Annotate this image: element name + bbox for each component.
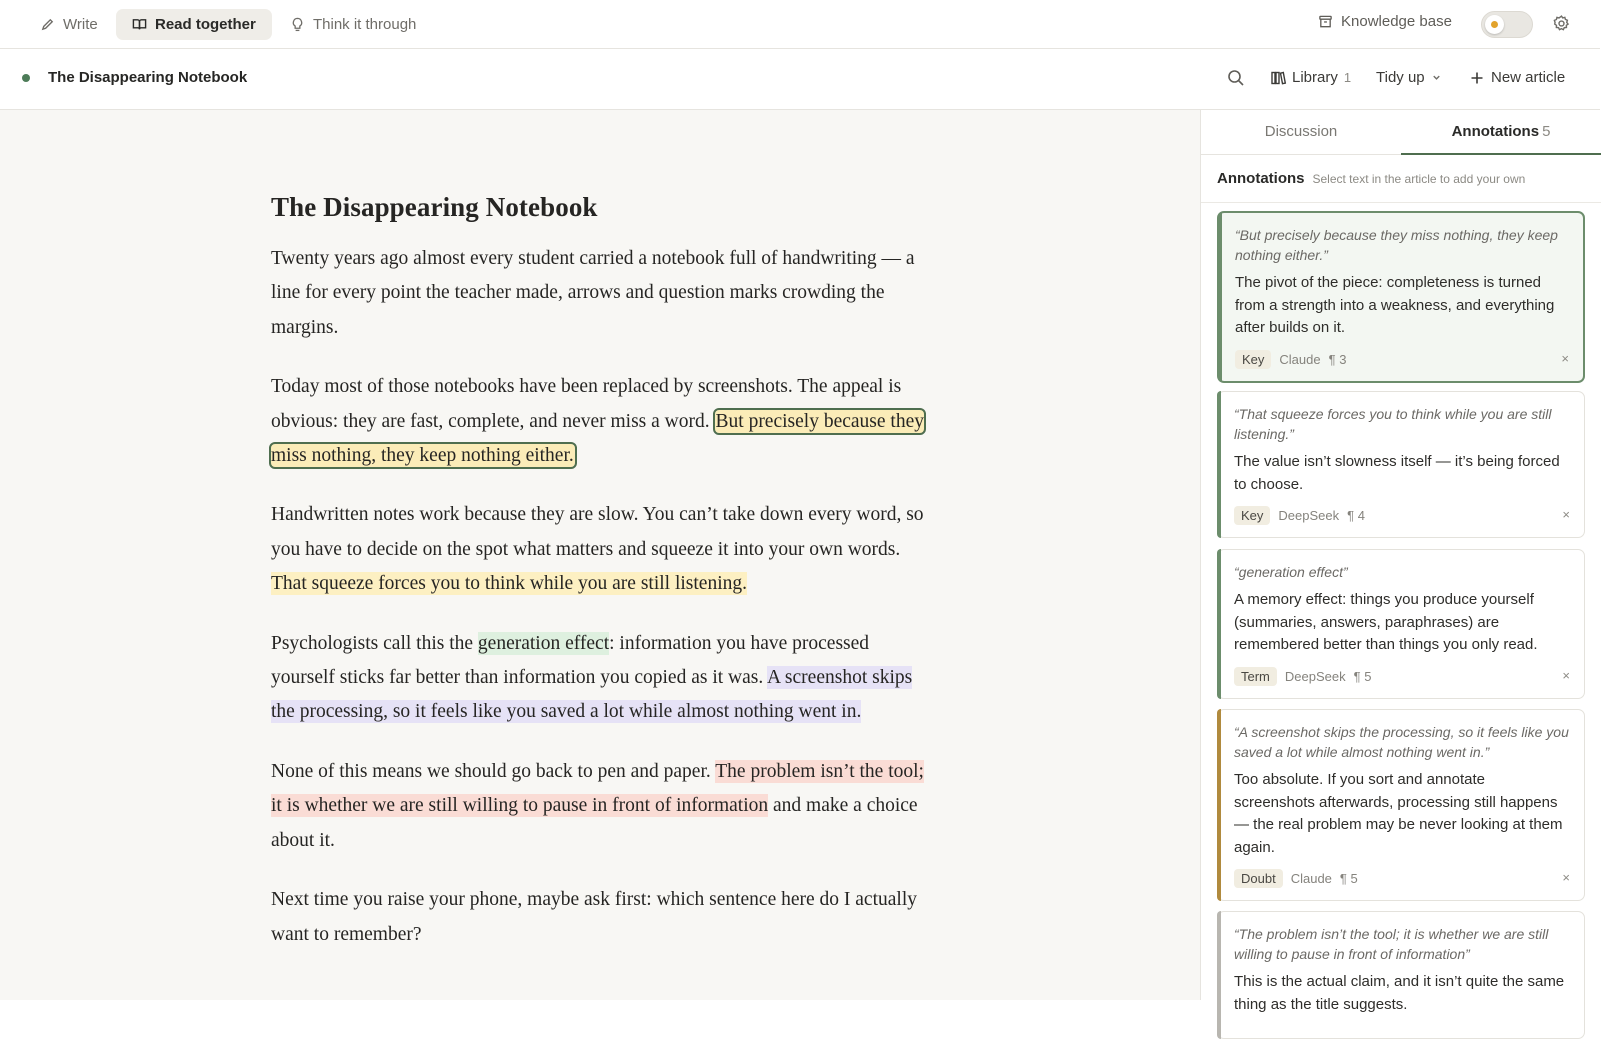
tab-annotations-label: Annotations	[1451, 123, 1540, 140]
annotation-author: DeepSeek	[1284, 668, 1346, 684]
library-label: Library	[1292, 69, 1338, 86]
article-title: The Disappearing Notebook	[271, 192, 598, 222]
close-icon[interactable]: ×	[1561, 350, 1569, 366]
annotations-heading: Annotations	[1217, 170, 1305, 187]
annotation-paragraph: ¶ 5	[1353, 668, 1372, 684]
paragraph-5	[271, 755, 931, 858]
sun-icon	[1485, 15, 1504, 34]
paragraph-4	[271, 627, 931, 730]
paragraph-3-text: Handwritten notes work because they are slow. You can’t take down every word, so you have to decide on the spot what matters and squeeze it into your own words.	[271, 504, 924, 560]
annotation-tag: Doubt	[1234, 869, 1283, 888]
tab-discussion-label: Discussion	[1264, 123, 1338, 140]
annotation-quote: “A screenshot skips the processing, so it feels like you saved a lot while almost nothing went in.”	[1234, 724, 1569, 760]
paragraph-2	[271, 370, 931, 473]
tab-read-together-label: Read together	[155, 16, 256, 33]
annotation-quote: “The problem isn’t the tool; it is whether we are still willing to pause in front of information”	[1234, 926, 1549, 962]
tidy-up-dropdown[interactable]	[1376, 69, 1442, 86]
paragraph-1-text: Twenty years ago almost every student carried a notebook full of handwriting — a line for every point the teacher made, arrows and question marks crowding the margins.	[271, 248, 915, 338]
top-bar	[0, 0, 1600, 49]
highlight-claim[interactable]: The problem isn’t the tool; it is whether we are still willing to pause in front of information	[271, 760, 924, 817]
annotations-header	[1217, 170, 1525, 187]
annotation-card[interactable]	[1217, 911, 1585, 1039]
search-icon[interactable]	[1226, 68, 1246, 88]
library-count: 1	[1343, 70, 1352, 85]
annotation-tag: Term	[1234, 667, 1277, 686]
annotation-meta	[1234, 667, 1570, 686]
close-icon[interactable]: ×	[1562, 507, 1570, 522]
annotation-quote: “generation effect”	[1234, 564, 1348, 580]
archive-icon	[1318, 14, 1333, 29]
annotation-author: Claude	[1290, 871, 1332, 886]
lightbulb-icon	[290, 17, 305, 32]
annotation-tag: Key	[1235, 350, 1271, 369]
highlight-term[interactable]: generation effect	[477, 632, 610, 654]
book-open-icon	[132, 17, 147, 32]
annotation-card[interactable]	[1217, 549, 1585, 699]
article-pane	[0, 110, 1200, 1000]
annotation-paragraph: ¶ 4	[1347, 508, 1365, 523]
tab-write[interactable]	[24, 9, 114, 40]
highlight-doubt[interactable]: A screenshot skips the processing, so it feels like you saved a lot while almost nothing went in.	[271, 667, 913, 723]
annotation-quote: “That squeeze forces you to think while you are still listening.”	[1234, 406, 1552, 442]
tab-think-it-through[interactable]	[274, 9, 432, 40]
tab-annotations[interactable]	[1401, 123, 1601, 140]
gear-icon[interactable]	[1552, 14, 1571, 33]
annotation-body: Too absolute. If you sort and annotate screenshots afterwards, processing still happens — the real problem may be never looking at them again.	[1234, 771, 1563, 856]
annotation-body: The pivot of the piece: completeness is turned from a strength into a weakness, and everything after builds on it.	[1235, 274, 1555, 336]
annotation-paragraph: ¶ 3	[1328, 351, 1347, 367]
close-icon[interactable]: ×	[1562, 667, 1570, 683]
paragraph-5-text: None of this means we should go back to pen and paper.	[271, 760, 716, 782]
tidy-up-label: Tidy up	[1376, 69, 1425, 86]
paragraph-3	[271, 498, 931, 601]
annotation-body: The value isn’t slowness itself — it’s being forced to choose.	[1234, 453, 1560, 493]
annotation-meta	[1234, 869, 1570, 888]
annotation-quote: “But precisely because they miss nothing, they keep nothing either.”	[1235, 227, 1558, 263]
annotation-author: Claude	[1279, 351, 1321, 367]
plus-icon	[1470, 71, 1484, 85]
knowledge-base-label: Knowledge base	[1341, 13, 1452, 30]
books-icon	[1270, 70, 1286, 86]
annotation-meta	[1235, 350, 1569, 369]
article	[271, 192, 931, 977]
annotations-sidebar	[1200, 110, 1600, 1013]
tab-think-it-through-label: Think it through	[313, 16, 417, 33]
document-bar	[0, 49, 1600, 110]
active-tab-indicator	[1401, 153, 1601, 155]
new-article-label: New article	[1491, 69, 1566, 86]
annotation-paragraph: ¶ 5	[1339, 871, 1358, 886]
divider	[1201, 202, 1601, 203]
annotation-card[interactable]	[1217, 211, 1585, 383]
paragraph-6-text: Next time you raise your phone, maybe ask first: which sentence here do I actually want to remember?	[271, 889, 917, 945]
annotation-body: A memory effect: things you produce yourself (summaries, answers, paraphrases) are remembered better than things you only read.	[1234, 591, 1538, 653]
annotation-author: DeepSeek	[1278, 508, 1340, 523]
annotation-meta	[1234, 506, 1570, 525]
annotation-body: This is the actual claim, and it isn’t quite the same thing as the title suggests.	[1234, 973, 1565, 1013]
highlight-key[interactable]: That squeeze forces you to think while you are still listening.	[271, 573, 748, 595]
paragraph-4-text: Psychologists call this the	[271, 632, 478, 654]
status-dot	[22, 74, 30, 82]
tab-read-together[interactable]	[116, 9, 272, 40]
tab-write-label: Write	[63, 16, 98, 33]
library-button[interactable]	[1270, 69, 1351, 86]
tab-discussion[interactable]	[1201, 123, 1401, 140]
annotation-tag: Key	[1234, 506, 1270, 525]
chevron-down-icon	[1431, 72, 1442, 83]
close-icon[interactable]: ×	[1562, 870, 1570, 885]
highlight-selected[interactable]: But precisely because they miss nothing, they keep nothing either.	[271, 410, 924, 467]
paragraph-2-text: Today most of those notebooks have been replaced by screenshots. The appeal is obvious: they are fast, complete, and never miss a word.	[271, 376, 902, 432]
sidebar-tabs	[1201, 110, 1601, 155]
annotations-count: 5	[1542, 123, 1551, 140]
annotation-card[interactable]	[1217, 709, 1585, 901]
document-title: The Disappearing Notebook	[48, 69, 248, 86]
annotations-hint: Select text in the article to add your own	[1312, 172, 1526, 186]
paragraph-1	[271, 242, 931, 345]
pencil-icon	[40, 17, 55, 32]
annotation-card[interactable]	[1217, 391, 1585, 538]
paragraph-6	[271, 883, 931, 952]
knowledge-base-button[interactable]	[1318, 13, 1452, 30]
new-article-button[interactable]	[1470, 69, 1565, 86]
paragraph-5-text-b: and make a choice about it.	[271, 795, 918, 851]
paragraph-4-text-b: : information you have processed yourself sticks far better than information you copied as it was.	[271, 632, 870, 689]
theme-toggle[interactable]	[1481, 11, 1533, 38]
